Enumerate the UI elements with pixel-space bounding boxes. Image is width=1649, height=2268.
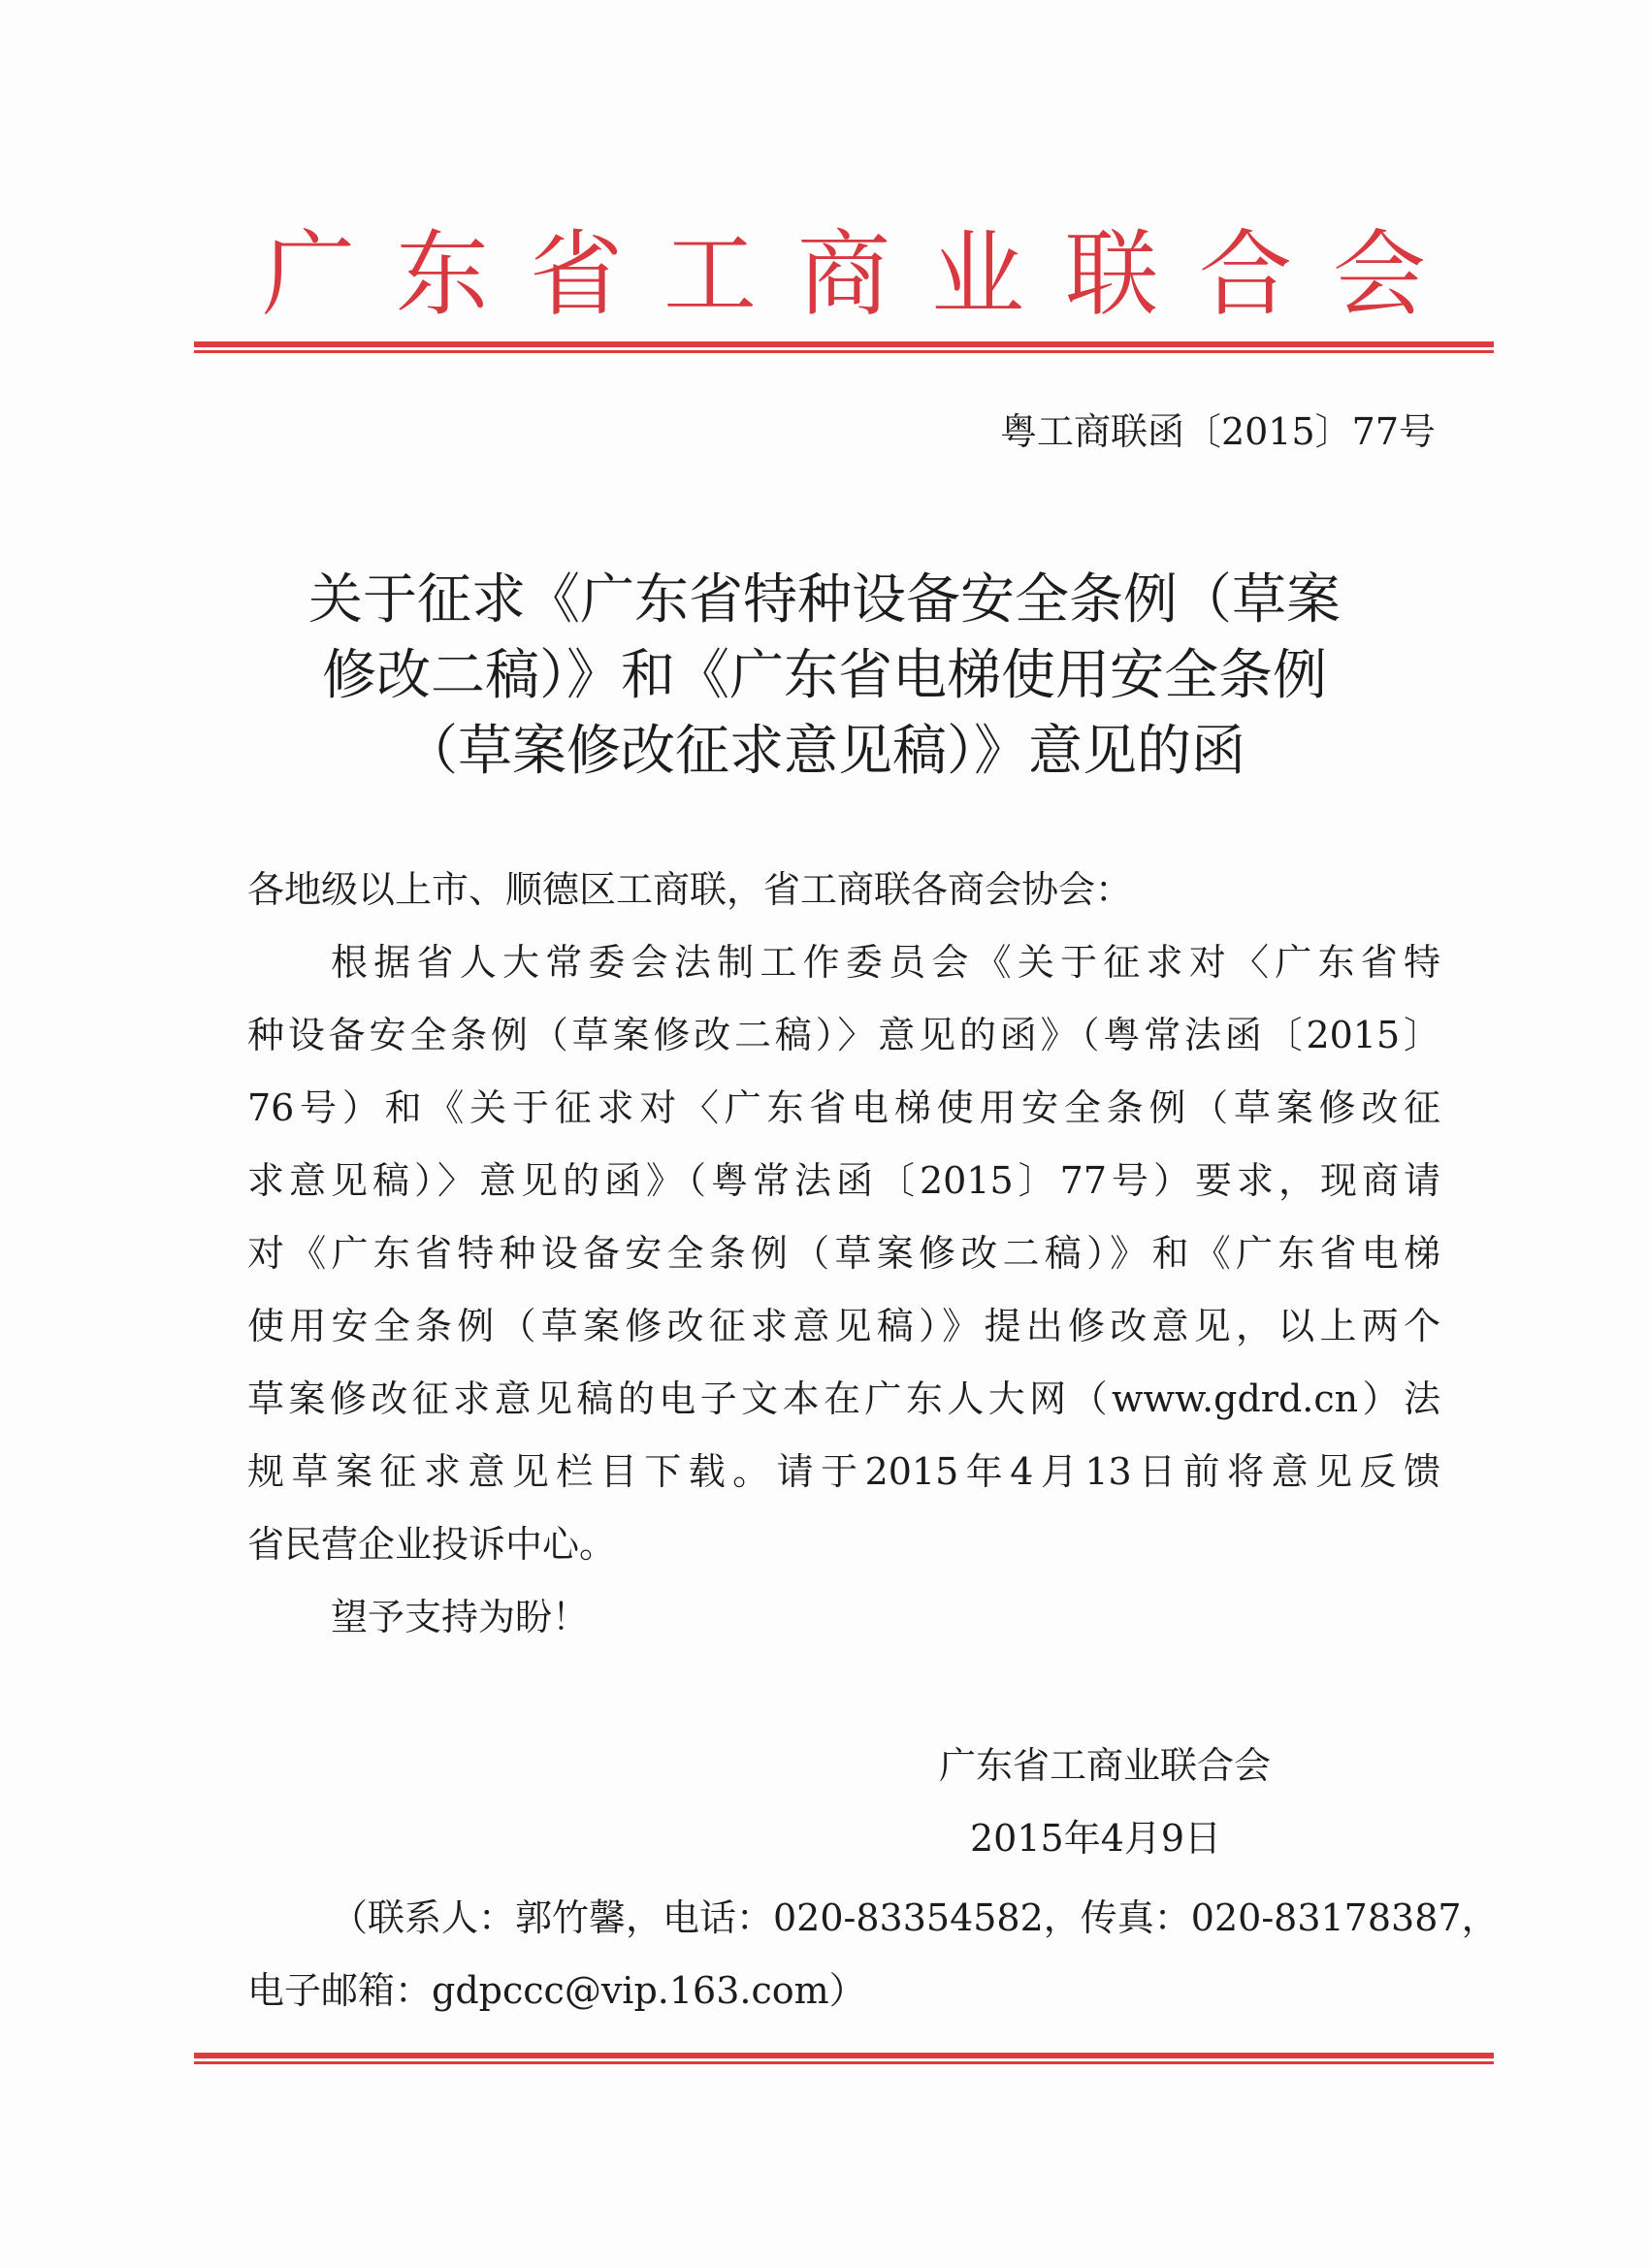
letterhead-char: 会	[1333, 220, 1426, 329]
title-line: 修改二稿）》和《广东省电梯使用安全条例	[322, 644, 1327, 707]
title-line: 关于征求《广东省特种设备安全条例（草案	[308, 568, 1341, 632]
document-number: 粤工商联函〔2015〕77号	[999, 410, 1436, 453]
signature-date: 2015年4月9日	[970, 1817, 1222, 1860]
letter-body	[247, 854, 1440, 1654]
letterhead-char: 联	[1065, 220, 1158, 329]
contact-line: 电子邮箱：gdpccc@vip.163.com）	[247, 1969, 866, 2012]
header-divider	[194, 341, 1494, 353]
body-line: 76号）和《关于征求对〈广东省电梯使用安全条例（草案修改征	[247, 1086, 1440, 1129]
letterhead-char: 东	[396, 220, 489, 329]
letterhead-char: 工	[663, 220, 757, 329]
body-line: 根据省人大常委会法制工作委员会《关于征求对〈广东省特	[331, 941, 1440, 984]
document-title	[223, 563, 1426, 790]
body-line: 省民营企业投诉中心。	[247, 1523, 617, 1566]
body-line: 草案修改征求意见稿的电子文本在广东人大网（www.gdrd.cn）法	[247, 1377, 1440, 1420]
signature-organization: 广东省工商业联合会	[939, 1744, 1272, 1787]
body-line: 对《广东省特种设备安全条例（草案修改二稿）》和《广东省电梯	[247, 1232, 1440, 1275]
contact-info	[247, 1882, 1499, 2027]
letterhead-org-name	[262, 211, 1426, 338]
closing-remark: 望予支持为盼！	[331, 1596, 590, 1638]
footer-divider	[194, 2053, 1494, 2064]
salutation: 各地级以上市、顺德区工商联，省工商联各商会协会：	[247, 868, 1133, 911]
letterhead-char: 省	[530, 220, 623, 329]
body-line: 求意见稿）〉意见的函》（粤常法函〔2015〕77号）要求，现商请	[247, 1159, 1440, 1202]
body-line: 规草案征求意见栏目下载。请于2015年4月13日前将意见反馈	[247, 1450, 1440, 1493]
body-line: 种设备安全条例（草案修改二稿）〉意见的函》（粤常法函〔2015〕	[247, 1014, 1440, 1056]
contact-line: （联系人：郭竹馨，电话：020-83354582，传真：020-83178387，	[331, 1896, 1499, 1939]
body-line: 使用安全条例（草案修改征求意见稿）》提出修改意见，以上两个	[247, 1305, 1440, 1347]
title-line: （草案修改征求意见稿）》意见的函	[404, 720, 1245, 783]
letterhead-char: 广	[262, 220, 355, 329]
letterhead-char: 商	[797, 220, 890, 329]
letterhead-char: 合	[1199, 220, 1292, 329]
letterhead-char: 业	[931, 220, 1024, 329]
